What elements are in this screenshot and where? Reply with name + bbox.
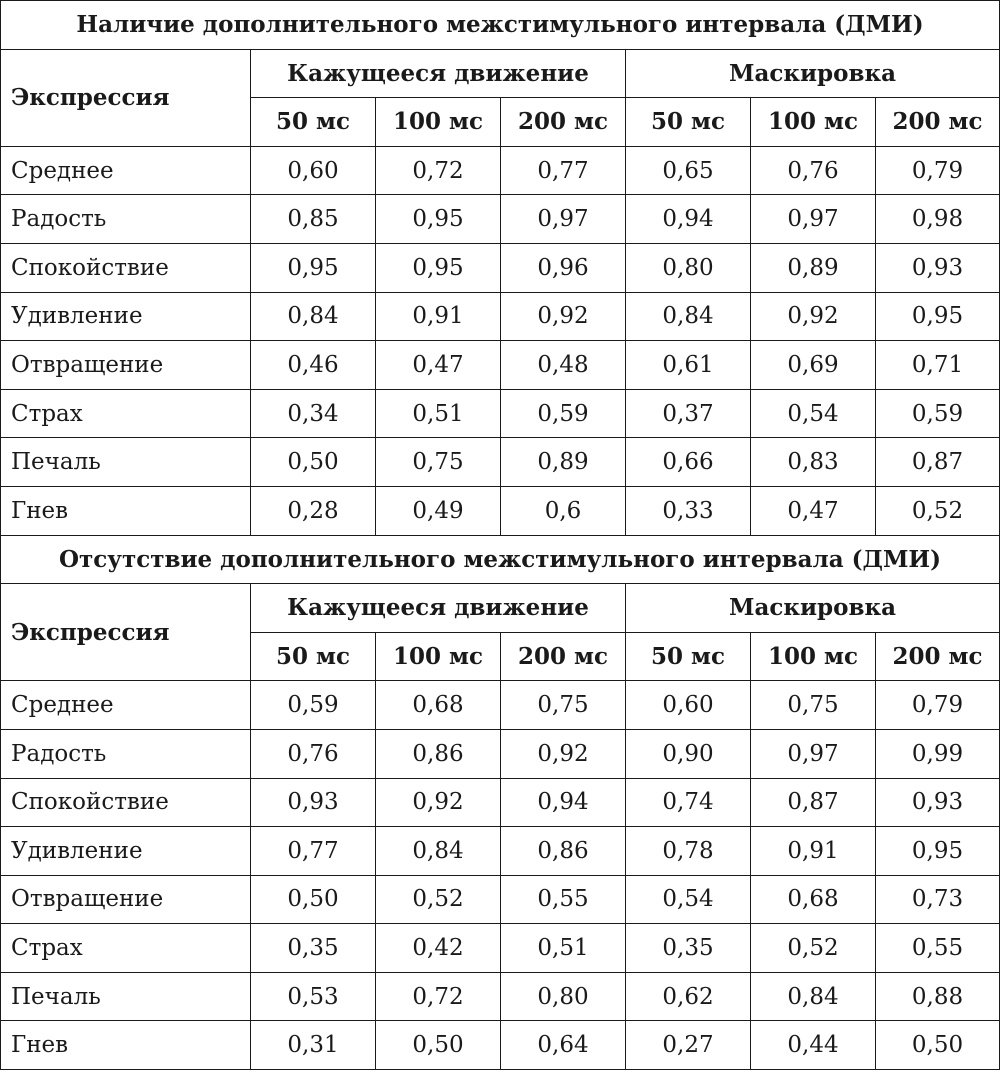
value-cell: 0,50	[876, 1021, 1000, 1070]
value-cell: 0,84	[626, 292, 751, 341]
table-row	[1, 827, 1000, 876]
expression-label: Радость	[1, 729, 251, 778]
value-cell: 0,94	[501, 778, 626, 827]
interval-header: 100 мс	[376, 98, 501, 147]
value-cell: 0,52	[876, 486, 1000, 535]
value-cell: 0,28	[251, 486, 376, 535]
interval-header: 50 мс	[626, 632, 751, 681]
value-cell: 0,31	[251, 1021, 376, 1070]
table-body	[1, 1, 1000, 1070]
value-cell: 0,75	[751, 681, 876, 730]
value-cell: 0,95	[876, 292, 1000, 341]
value-cell: 0,75	[376, 438, 501, 487]
table-row	[1, 292, 1000, 341]
expression-label: Среднее	[1, 681, 251, 730]
value-cell: 0,92	[501, 729, 626, 778]
value-cell: 0,87	[751, 778, 876, 827]
expression-label: Страх	[1, 924, 251, 973]
value-cell: 0,50	[251, 438, 376, 487]
value-cell: 0,33	[626, 486, 751, 535]
value-cell: 0,80	[626, 243, 751, 292]
value-cell: 0,59	[876, 389, 1000, 438]
value-cell: 0,73	[876, 875, 1000, 924]
value-cell: 0,55	[876, 924, 1000, 973]
value-cell: 0,78	[626, 827, 751, 876]
value-cell: 0,37	[626, 389, 751, 438]
value-cell: 0,47	[751, 486, 876, 535]
row-header: Экспрессия	[1, 584, 251, 681]
group-header: Кажущееся движение	[251, 584, 626, 633]
value-cell: 0,72	[376, 146, 501, 195]
table-row	[1, 146, 1000, 195]
value-cell: 0,42	[376, 924, 501, 973]
value-cell: 0,91	[376, 292, 501, 341]
value-cell: 0,76	[751, 146, 876, 195]
value-cell: 0,98	[876, 195, 1000, 244]
table-row	[1, 778, 1000, 827]
table-row	[1, 195, 1000, 244]
value-cell: 0,51	[501, 924, 626, 973]
value-cell: 0,87	[876, 438, 1000, 487]
value-cell: 0,72	[376, 972, 501, 1021]
value-cell: 0,71	[876, 341, 1000, 390]
value-cell: 0,64	[501, 1021, 626, 1070]
value-cell: 0,80	[501, 972, 626, 1021]
value-cell: 0,92	[501, 292, 626, 341]
table-row	[1, 486, 1000, 535]
value-cell: 0,97	[751, 195, 876, 244]
value-cell: 0,54	[626, 875, 751, 924]
interval-header: 100 мс	[376, 632, 501, 681]
value-cell: 0,93	[876, 778, 1000, 827]
value-cell: 0,95	[376, 195, 501, 244]
value-cell: 0,90	[626, 729, 751, 778]
value-cell: 0,66	[626, 438, 751, 487]
value-cell: 0,85	[251, 195, 376, 244]
value-cell: 0,62	[626, 972, 751, 1021]
value-cell: 0,92	[376, 778, 501, 827]
value-cell: 0,97	[501, 195, 626, 244]
expression-label: Отвращение	[1, 341, 251, 390]
value-cell: 0,84	[376, 827, 501, 876]
expression-label: Радость	[1, 195, 251, 244]
value-cell: 0,51	[376, 389, 501, 438]
value-cell: 0,99	[876, 729, 1000, 778]
value-cell: 0,93	[876, 243, 1000, 292]
value-cell: 0,69	[751, 341, 876, 390]
interval-header: 100 мс	[751, 632, 876, 681]
group-header: Маскировка	[626, 584, 1000, 633]
value-cell: 0,65	[626, 146, 751, 195]
value-cell: 0,96	[501, 243, 626, 292]
value-cell: 0,95	[876, 827, 1000, 876]
value-cell: 0,79	[876, 681, 1000, 730]
row-header: Экспрессия	[1, 49, 251, 146]
value-cell: 0,88	[876, 972, 1000, 1021]
section-title-row	[1, 1, 1000, 50]
value-cell: 0,49	[376, 486, 501, 535]
table-row	[1, 729, 1000, 778]
value-cell: 0,47	[376, 341, 501, 390]
value-cell: 0,89	[751, 243, 876, 292]
expression-label: Отвращение	[1, 875, 251, 924]
value-cell: 0,83	[751, 438, 876, 487]
group-header: Кажущееся движение	[251, 49, 626, 98]
value-cell: 0,84	[751, 972, 876, 1021]
value-cell: 0,76	[251, 729, 376, 778]
interval-header: 200 мс	[876, 632, 1000, 681]
value-cell: 0,52	[376, 875, 501, 924]
value-cell: 0,91	[751, 827, 876, 876]
interval-header: 100 мс	[751, 98, 876, 147]
expression-label: Печаль	[1, 438, 251, 487]
interval-header: 200 мс	[501, 98, 626, 147]
value-cell: 0,95	[376, 243, 501, 292]
value-cell: 0,74	[626, 778, 751, 827]
value-cell: 0,50	[376, 1021, 501, 1070]
value-cell: 0,84	[251, 292, 376, 341]
interval-header: 50 мс	[626, 98, 751, 147]
section-title: Отсутствие дополнительного межстимульного интервала (ДМИ)	[1, 535, 1000, 584]
group-header-row	[1, 49, 1000, 98]
value-cell: 0,89	[501, 438, 626, 487]
value-cell: 0,60	[251, 146, 376, 195]
value-cell: 0,55	[501, 875, 626, 924]
expression-label: Спокойствие	[1, 243, 251, 292]
value-cell: 0,48	[501, 341, 626, 390]
table-row	[1, 681, 1000, 730]
value-cell: 0,86	[376, 729, 501, 778]
table-row	[1, 875, 1000, 924]
value-cell: 0,44	[751, 1021, 876, 1070]
value-cell: 0,97	[751, 729, 876, 778]
group-header: Маскировка	[626, 49, 1000, 98]
table-row	[1, 972, 1000, 1021]
table-row	[1, 341, 1000, 390]
expression-label: Удивление	[1, 827, 251, 876]
value-cell: 0,92	[751, 292, 876, 341]
value-cell: 0,77	[501, 146, 626, 195]
table-row	[1, 243, 1000, 292]
expression-label: Гнев	[1, 1021, 251, 1070]
value-cell: 0,60	[626, 681, 751, 730]
interval-header: 50 мс	[251, 98, 376, 147]
table-row	[1, 924, 1000, 973]
table-row	[1, 1021, 1000, 1070]
table-row	[1, 389, 1000, 438]
value-cell: 0,68	[751, 875, 876, 924]
value-cell: 0,52	[751, 924, 876, 973]
value-cell: 0,75	[501, 681, 626, 730]
expression-label: Среднее	[1, 146, 251, 195]
expression-label: Спокойствие	[1, 778, 251, 827]
interval-header: 50 мс	[251, 632, 376, 681]
value-cell: 0,27	[626, 1021, 751, 1070]
table-row	[1, 438, 1000, 487]
value-cell: 0,95	[251, 243, 376, 292]
value-cell: 0,34	[251, 389, 376, 438]
section-title: Наличие дополнительного межстимульного интервала (ДМИ)	[1, 1, 1000, 50]
interval-header: 200 мс	[876, 98, 1000, 147]
value-cell: 0,77	[251, 827, 376, 876]
value-cell: 0,46	[251, 341, 376, 390]
value-cell: 0,35	[251, 924, 376, 973]
value-cell: 0,68	[376, 681, 501, 730]
group-header-row	[1, 584, 1000, 633]
section-title-row	[1, 535, 1000, 584]
value-cell: 0,86	[501, 827, 626, 876]
value-cell: 0,50	[251, 875, 376, 924]
value-cell: 0,54	[751, 389, 876, 438]
value-cell: 0,35	[626, 924, 751, 973]
expression-label: Гнев	[1, 486, 251, 535]
expression-label: Удивление	[1, 292, 251, 341]
value-cell: 0,59	[501, 389, 626, 438]
value-cell: 0,93	[251, 778, 376, 827]
value-cell: 0,61	[626, 341, 751, 390]
expression-label: Страх	[1, 389, 251, 438]
value-cell: 0,59	[251, 681, 376, 730]
expression-label: Печаль	[1, 972, 251, 1021]
value-cell: 0,53	[251, 972, 376, 1021]
value-cell: 0,94	[626, 195, 751, 244]
value-cell: 0,6	[501, 486, 626, 535]
value-cell: 0,79	[876, 146, 1000, 195]
interval-header: 200 мс	[501, 632, 626, 681]
